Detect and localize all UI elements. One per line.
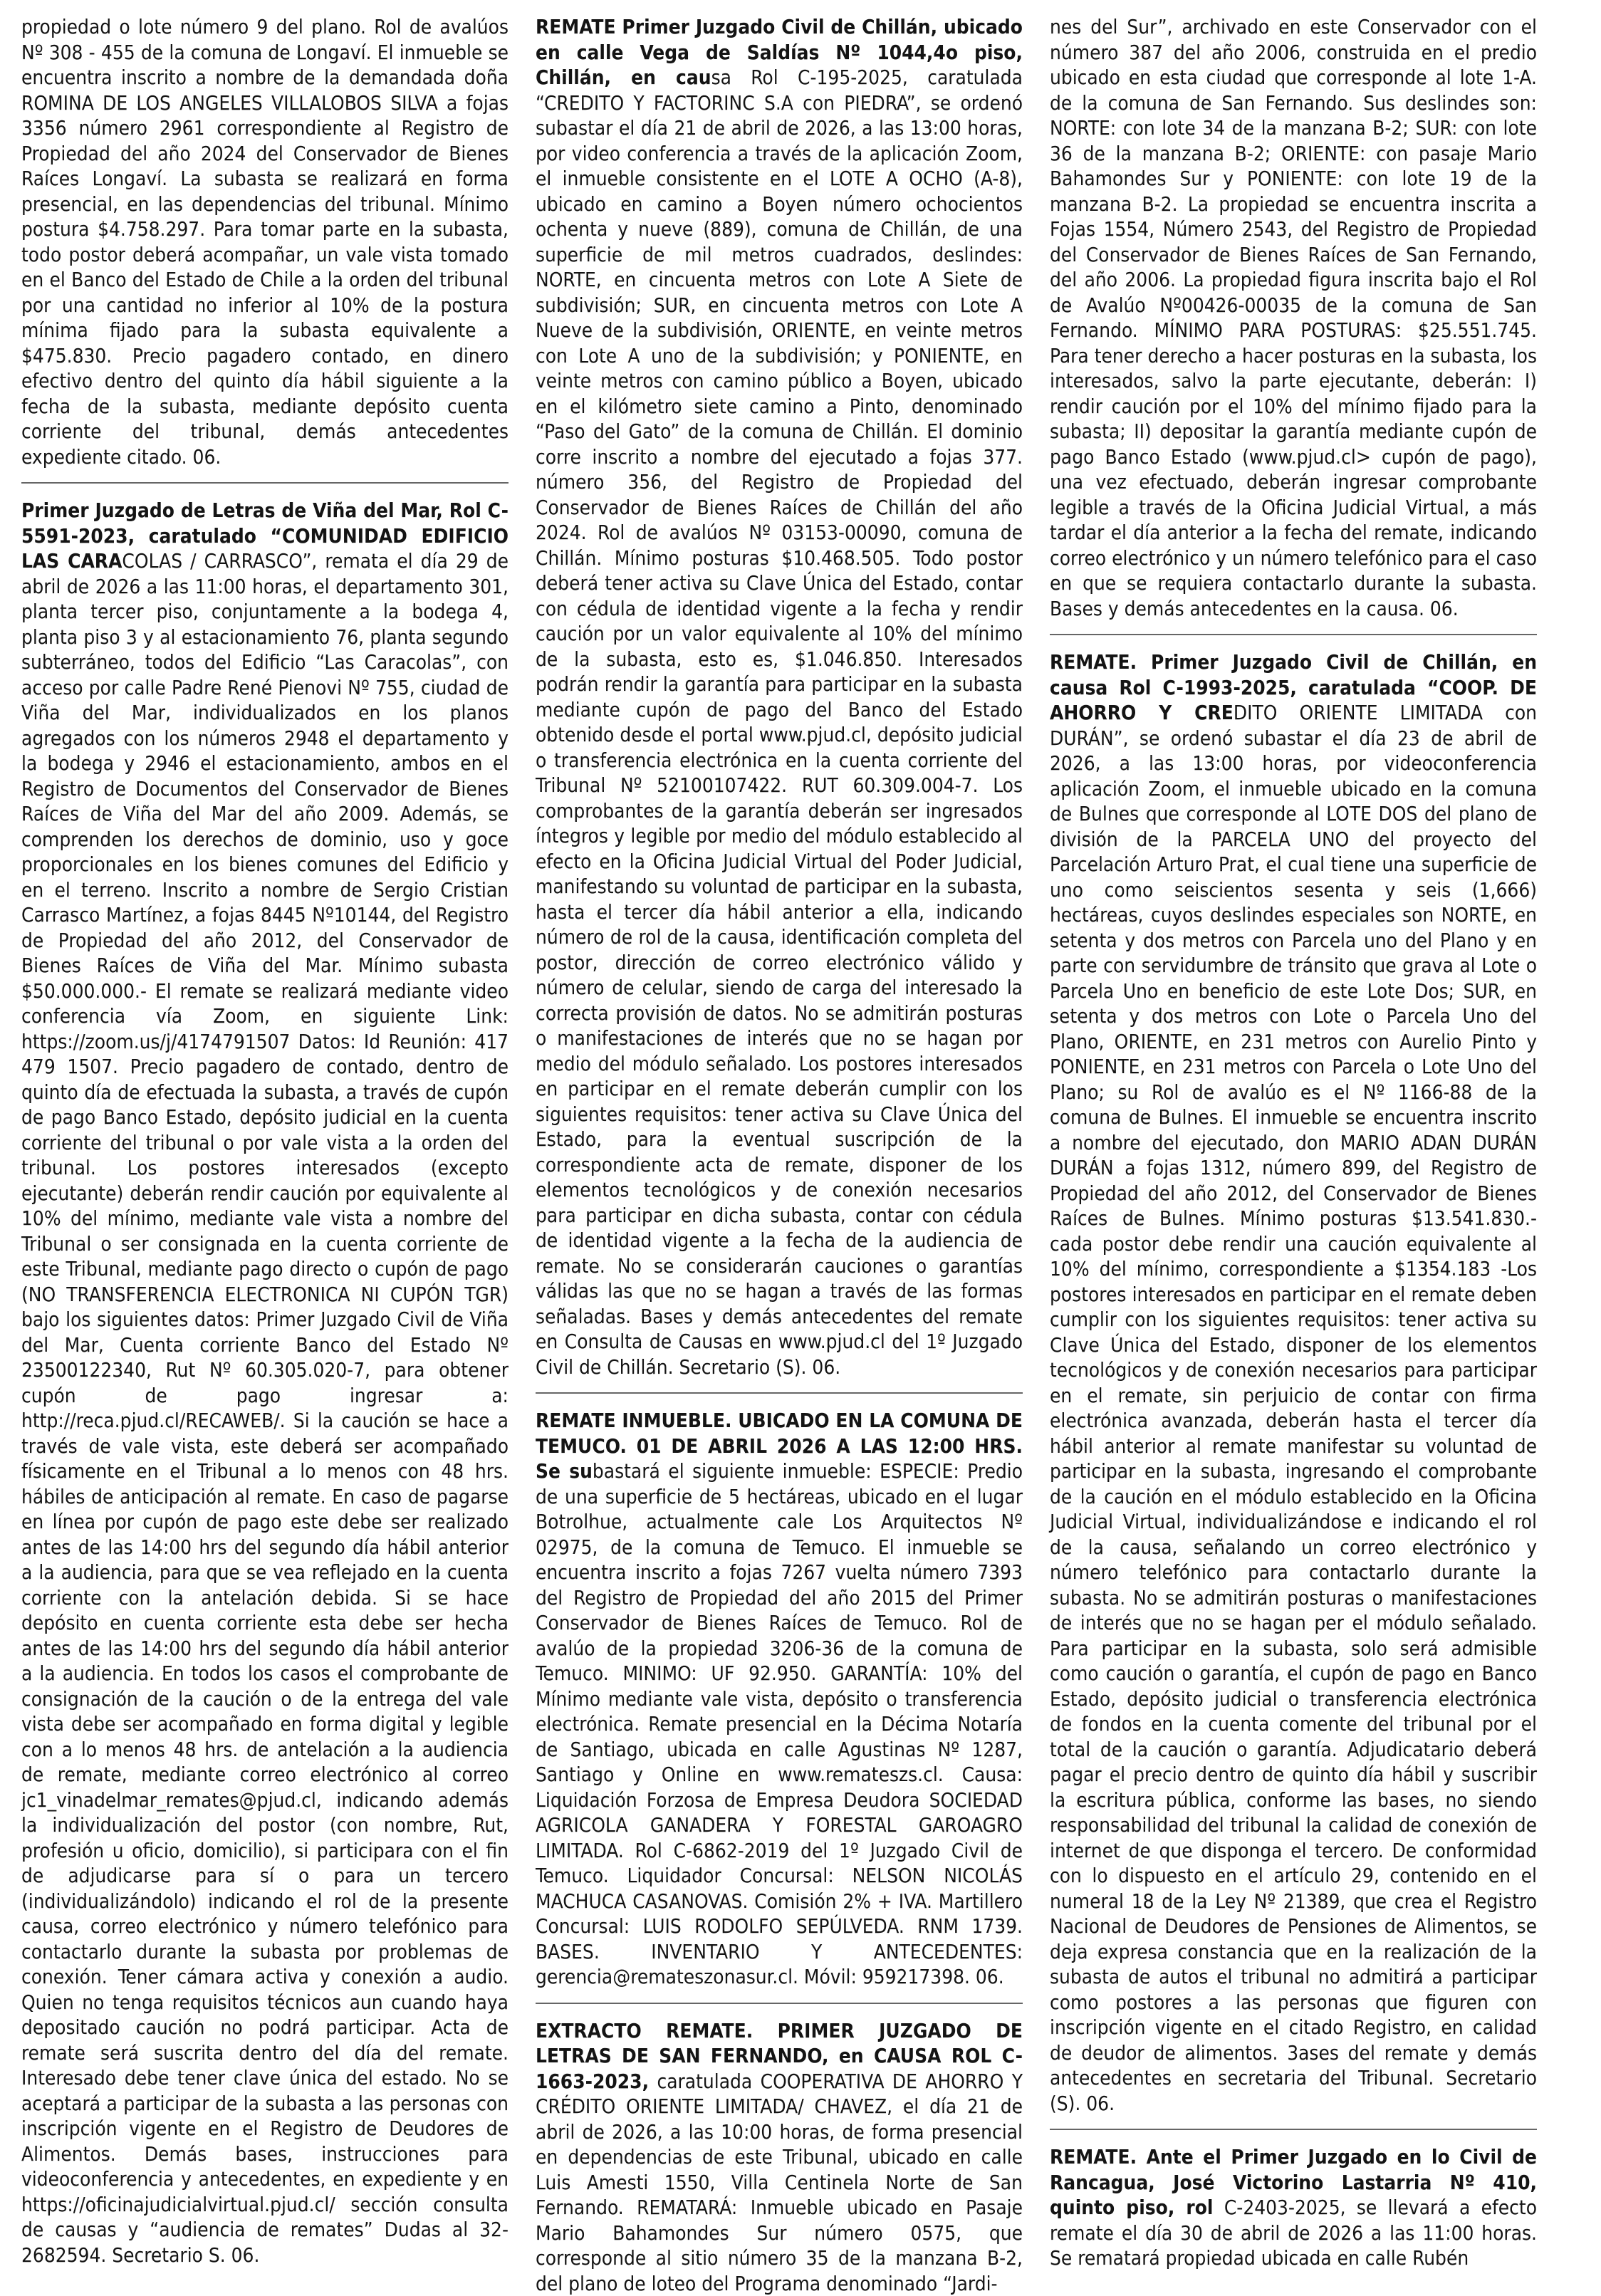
column-3 [1050,14,1537,2271]
notice-divider [1050,634,1537,635]
notice-body: bastará el siguiente inmueble: ESPECIE: Predio de una superficie de 5 hectáreas, ubicado en el lugar Botrolhue, actualmente cale Los Arquitectos Nº 02975, de la comuna de Temuco. El inmueble se encuentra inscrito a fojas 7267 vuelta número 7393 del Registro de Propiedad del año 2015 del Primer Conservador de Bienes Raíces de Temuco. Rol de avalúo de la propiedad 3206-36 de la comuna de Temuco. MINIMO: UF 92.950. GARANTÍA: 10% del Mínimo mediante vale vista, depósito o transferencia electrónica. Remate presencial en la Décima Notaría de Santiago, ubicada en calle Agustinas Nº 1287, Santiago y Online en www.remateszs.cl. Causa: Liquidación Forzosa de Empresa Deudora SOCIEDAD AGRICOLA GANADERA Y FORESTAL GAROAGRO LIMITADA. Rol C-6862-2019 del 1º Juzgado Civil de Temuco. Liquidador Concursal: NELSON NICOLÁS MACHUCA CASANOVAS. Comisión 2% + IVA. Martillero Concursal: LUIS RODOLFO SEPÚLVEDA. RNM 1739. BASES. INVENTARIO Y ANTECEDENTES: gerencia@remateszonasur.cl. Móvil: 959217398. 06. [536,1459,1023,1988]
notice-vina-del-mar [21,498,509,2268]
notice-body: nes del Sur”, archivado en este Conservador con el número 387 del año 2006, construida en el predio ubicado en esta ciudad que corresponde al lote 1-A. de la comuna de San Fernando. Sus deslindes son: NORTE: con lote 34 de la manzana B-2; SUR: con lote 36 de la manzana B-2; ORIENTE: con pasaje Mario Bahamondes Sur y PONIENTE: con lote 19 de la manzana B-2. La propiedad se encuentra inscrita a Fojas 1554, Número 2543, del Registro de Propiedad del Conservador de Bienes Raíces de San Fernando, del año 2006. La propiedad figura inscrita bajo el Rol de Avalúo Nº00426-00035 de la comuna de San Fernando. MÍNIMO PARA POSTURAS: $25.551.745. Para tener derecho a hacer posturas en la subasta, los interesados, salvo la parte ejecutante, deberán: I) rendir caución por el 10% del mínimo fijado para la subasta; II) depositar la garantía mediante cupón de pago Banco Estado (www.pjud.cl> cupón de pago), una vez efectuado, deberán ingresar comprobante legible a través de la Oficina Judicial Virtual, a más tardar el día anterior a la fecha del remate, indicando correo electrónico y un número telefónico para el caso en que se requiera contactarlo durante la subasta. Bases y demás antecedentes en la causa. 06. [1050,15,1537,620]
notice-text [536,1408,1023,1990]
notice-heading: REMATE. Primer Juzgado Civil de Chillán, en causa Rol C-1993-2025, caratulada “COOP. DE AHORRO Y CRE [1050,650,1537,724]
notice-body: DITO ORIENTE LIMITADA con DURÁN”, se ordenó subastar el día 23 de abril de 2026, a las 13:00 horas, por videoconferencia aplicación Zoom, el inmueble ubicado en la comuna de Bulnes que corresponde al LOTE DOS del plano de división de la PARCELA UNO del proyecto del Parcelación Arturo Prat, el cual tiene una superficie de uno como seiscientos sesenta y seis (1,666) hectáreas, cuyos deslindes especiales son NORTE, en setenta y dos metros con Parcela uno del Plano y en parte con servidumbre de tránsito que grava al Lote o Parcela Uno en beneficio de este Lote Dos; SUR, en setenta y dos metros con Lote o Parcela Uno del Plano, ORIENTE, en 231 metros con Aurelio Pinto y PONIENTE, en 231 metros con Parcela o Lote Uno del Plano; su Rol de avalúo es el Nº 1166-88 de la comuna de Bulnes. El inmueble se encuentra inscrito a nombre del ejecutado, don MARIO ADAN DURÁN DURÁN a fojas 1312, número 899, del Registro de Propiedad del año 2012, del Conservador de Bienes Raíces de Bulnes. Mínimo posturas $13.541.830.- cada postor debe rendir una caución equivalente al 10% del mínimo, correspondiente a $1354.183 -Los postores interesados en participar en el remate deben cumplir con los siguientes requisitos: tener activa su Clave Única del Estado, disponer de los elementos tecnológicos y de conexión necesarios para participar en el remate, sin perjuicio de contar con firma electrónica avanzada, deberán hasta el tercer día hábil anterior al remate manifestar su voluntad de participar en la subasta, ingresando el comprobante de la caución en el módulo establecido en la Oficina Judicial Virtual, individualizándose e indicando el rol de la causa, señalando un correo electrónico y número telefónico para contactarlo durante la subasta. No se admitirán posturas o manifestaciones de interés que no se hagan per el módulo señalado. Para participar en la subasta, solo será admisible como caución o garantía, el cupón de pago en Banco Estado, depósito judicial o transferencia electrónica de fondos en la cuenta comente del tribunal por el total de la caución o garantía. Adjudicatario deberá pagar el precio dentro de quinto día hábil y suscribir la escritura pública, conforme las bases, no siendo responsabilidad del tribunal la calidad de conexión de internet de que disponga el tercero. De conformidad con lo dispuesto en el artículo 29, contenido en el numeral 18 de la Ley Nº 21389, que crea el Registro Nacional de Deudores de Pensiones de Alimentos, se deja expresa constancia que en la realización de la subasta de autos el tribunal no admitirá a participar como postores a las personas que figuren con inscripción vigente en el citado Registro, en calidad de deudor de alimentos. 3ases del remate y demás antecedentes en secretaria del Tribunal. Secretario (S). 06. [1050,701,1537,2115]
notice-divider [536,2003,1023,2004]
notice-heading: REMATE. Ante el Primer Juzgado en lo Civil de Rancagua, José Victorino Lastarria Nº 410, quinto piso, rol [1050,2145,1537,2219]
notice-heading: EXTRACTO REMATE. PRIMER JUZGADO DE LETRAS DE SAN FERNANDO, en CAUSA ROL C-1663-2023, [536,2019,1023,2093]
notice-body: propiedad o lote número 9 del plano. Rol de avalúos Nº 308 - 455 de la comuna de Longaví. El inmueble se encuentra inscrito a nombre de la demandada doña ROMINA DE LOS ANGELES VILLALOBOS SILVA a fojas 3356 número 2961 correspondiente al Registro de Propiedad del año 2024 del Conservador de Bienes Raíces Longaví. La subasta se realizará en forma presencial, en las dependencias del tribunal. Mínimo postura $4.758.297. Para tomar parte en la subasta, todo postor deberá acompañar, un vale vista tomado en el Banco del Estado de Chile a la orden del tribunal por una cantidad no inferior al 10% de la postura mínima fijado para la subasta equivalente a $475.830. Precio pagadero contado, en dinero efectivo dentro del quinto día hábil siguiente a la fecha de la subasta, mediante depósito cuenta corriente del tribunal, demás antecedentes expediente citado. 06. [21,15,509,469]
notice-body: COLAS / CARRASCO”, remata el día 29 de abril de 2026 a las 11:00 horas, el departamento 301, planta tercer piso, conjuntamente a la bodega 4, planta piso 3 y al estacionamiento 76, planta segundo subterráneo, todos del Edificio “Las Caracolas”, con acceso por calle Padre René Pienovi Nº 755, ciudad de Viña del Mar, individualizados en los planos agregados con los números 2948 el departamento y la bodega y 2946 el estacionamiento, ambos en el Registro de Documentos del Conservador de Bienes Raíces de Viña del Mar del año 2009. Además, se comprenden los derechos de dominio, uso y goce proporcionales en los bienes comunes del Edificio y en el terreno. Inscrito a nombre de Sergio Cristian Carrasco Martínez, a fojas 8445 Nº10144, del Registro de Propiedad del año 2012, del Conservador de Bienes Raíces de Viña del Mar. Mínimo subasta $50.000.000.- El remate se realizará mediante video conferencia vía Zoom, en siguiente Link: https://zoom.us/j/4174791507 Datos: Id Reunión: 417 479 1507. Precio pagadero de contado, dentro de quinto día de efectuada la subasta, a través de cupón de pago Banco Estado, depósito judicial en la cuenta corriente del tribunal o por vale vista a la orden del tribunal. Los postores interesados (excepto ejecutante) deberán rendir caución por equivalente al 10% del mínimo, mediante vale vista a nombre del Tribunal o ser consignada en la cuenta corriente de este Tribunal, mediante pago directo o cupón de pago (NO TRANSFERENCIA ELECTRONICA NI CUPÓN TGR) bajo los siguientes datos: Primer Juzgado Civil de Viña del Mar, Cuenta corriente Banco del Estado Nº 23500122340, Rut Nº 60.305.020-7, para obtener cupón de pago ingresar a: http://reca.pjud.cl/RECAWEB/. Si la caución se hace a través de vale vista, este deberá ser acompañado físicamente en el Tribunal a lo menos con 48 hrs. hábiles de anticipación al remate. En caso de pagarse en línea por cupón de pago este debe ser realizado antes de las 14:00 hrs del segundo día hábil anterior a la audiencia, para que se vea reflejado en la cuenta corriente con la antelación debida. Si se hace depósito en cuenta corriente esta debe ser hecha antes de las 14:00 hrs del segundo día hábil anterior a la audiencia. En todos los casos el comprobante de consignación de la caución o de la entrega del vale vista debe ser acompañado en forma digital y legible con a lo menos 48 hrs. de antelación a la audiencia de remate, mediante correo electrónico al correo jc1_vinadelmar_remates@pjud.cl, indicando además la individualización del postor (con nombre, Rut, profesión u oficio, domicilio), si participara con el fin de adjudicarse para sí o para un tercero (individualizándolo) indicando el rol de la presente causa, correo electrónico y número telefónico para contactarlo durante la subasta por problemas de conexión. Tener cámara activa y conexión a audio. Quien no tenga requisitos técnicos aun cuando haya depositado caución no podrá participar. Acta de remate será suscrita dentro del día del remate. Interesado debe tener clave única del estado. No se aceptará a participar de la subasta a las personas con inscripción vigente en el Registro de Deudores de Alimentos. Demás bases, instrucciones para videoconferencia y antecedentes, en expediente y en https://oficinajudicialvirtual.pjud.cl/ sección consulta de causas y “audiencia de remates” Dudas al 32-2682594. Secretario S. 06. [21,549,509,2267]
notice-text [536,2018,1023,2296]
notice-body: C-2403-2025, se llevará a efecto remate el día 30 de abril de 2026 a las 11:00 horas. Se rematará propiedad ubicada en calle Rubén [1050,2196,1537,2270]
notice-text [21,498,509,2268]
notice-continuation-san-fernando [1050,14,1537,621]
notice-chillan-credito-factorinc [536,14,1023,1379]
notice-text [1050,649,1537,2116]
notice-rancagua [1050,2144,1537,2271]
notice-heading: REMATE INMUEBLE. UBICADO EN LA COMUNA DE TEMUCO. 01 DE ABRIL 2026 A LAS 12:00 HRS. Se su [536,1409,1023,1483]
notice-heading: REMATE Primer Juzgado Civil de Chillán, ubicado en calle Vega de Saldías Nº 1044,4o piso, Chillán, en cau [536,15,1023,89]
notice-chillan-coop-duran [1050,649,1537,2116]
notice-body: caratulada COOPERATIVA DE AHORRO Y CRÉDITO ORIENTE LIMITADA/ CHAVEZ, el día 21 de abril de 2026, a las 10:00 horas, de forma presencial en dependencias de este Tribunal, ubicado en calle Luis Amesti 1550, Villa Centinela Norte de San Fernando. REMATARÁ: Inmueble ubicado en Pasaje Mario Bahamondes Sur número 0575, que corresponde al sitio número 35 de la manzana B-2, del plano de loteo del Programa denominado “Jardi- [536,2070,1023,2295]
notice-body: sa Rol C-195-2025, caratulada “CREDITO Y FACTORINC S.A con PIEDRA”, se ordenó subastar el día 21 de abril de 2026, a las 13:00 horas, por video conferencia a través de la aplicación Zoom, el inmueble consistente en el LOTE A OCHO (A-8), ubicado en camino a Boyen número ochocientos ochenta y nueve (889), comuna de Chillán, de una superficie de mil metros cuadrados, deslindes: NORTE, en cincuenta metros con Lote A Siete de subdivisión; SUR, en cincuenta metros con Lote A Nueve de la subdivisión, ORIENTE, en veinte metros con Lote A uno de la subdivisión; y PONIENTE, en veinte metros con camino público a Boyen, ubicado en el kilómetro siete camino a Pinto, denominado “Paso del Gato” de la comuna de Chillán. El dominio corre inscrito a nombre del ejecutado a fojas 377. número 356, del Registro de Propiedad del Conservador de Bienes Raíces de Chillán del año 2024. Rol de avalúos Nº 03153-00090, comuna de Chillán. Mínimo posturas $10.468.505. Todo postor deberá tener activa su Clave Única del Estado, contar con cédula de identidad vigente a la fecha y rendir caución por un valor equivalente al 10% del mínimo de la subasta, esto es, $1.046.850. Interesados podrán rendir la garantía para participar en la subasta mediante cupón de pago del Banco del Estado obtenido desde el portal www.pjud.cl, depósito judicial o transferencia electrónica en la cuenta corriente del Tribunal Nº 52100107422. RUT 60.309.004-7. Los comprobantes de la garantía deberán ser ingresados íntegros y legible por medio del módulo establecido al efecto en la Oficina Judicial Virtual del Poder Judicial, manifestando su voluntad de participar en la subasta, hasta el tercer día hábil anterior a ella, indicando número de rol de la causa, identificación completa del postor, dirección de correo electrónico válido y número de celular, siendo de carga del interesado la correcta provisión de datos. No se admitirán posturas o manifestaciones de interés que no se hagan por medio del módulo señalado. Los postores interesados en participar en el remate deberán cumplir con los siguientes requisitos: tener activa su Clave Única del Estado, para la eventual suscripción de la correspondiente acta de remate, disponer de los elementos tecnológicos y de conexión necesarios para participar en dicha subasta, contar con cédula de identidad vigente a la fecha de la audiencia de remate. No se considerarán cauciones o garantías válidas las que no se hagan a través de las formas señaladas. Bases y demás antecedentes del remate en Consulta de Causas en www.pjud.cl del 1º Juzgado Civil de Chillán. Secretario (S). 06. [536,66,1023,1379]
notice-divider [536,1392,1023,1394]
notice-text [1050,14,1537,621]
notice-divider [1050,2129,1537,2130]
notice-san-fernando [536,2018,1023,2296]
notice-text [536,14,1023,1379]
notice-divider [21,482,509,484]
notice-text [1050,2144,1537,2271]
newspaper-page [21,14,1580,2279]
notice-heading: Primer Juzgado de Letras de Viña del Mar, Rol C-5591-2023, caratulado “COMUNIDAD EDIFICIO LAS CARA [21,499,509,573]
column-2 [536,14,1023,2296]
notice-continuation-longavi [21,14,509,469]
column-1 [21,14,509,2268]
notice-text [21,14,509,469]
notice-temuco [536,1408,1023,1990]
